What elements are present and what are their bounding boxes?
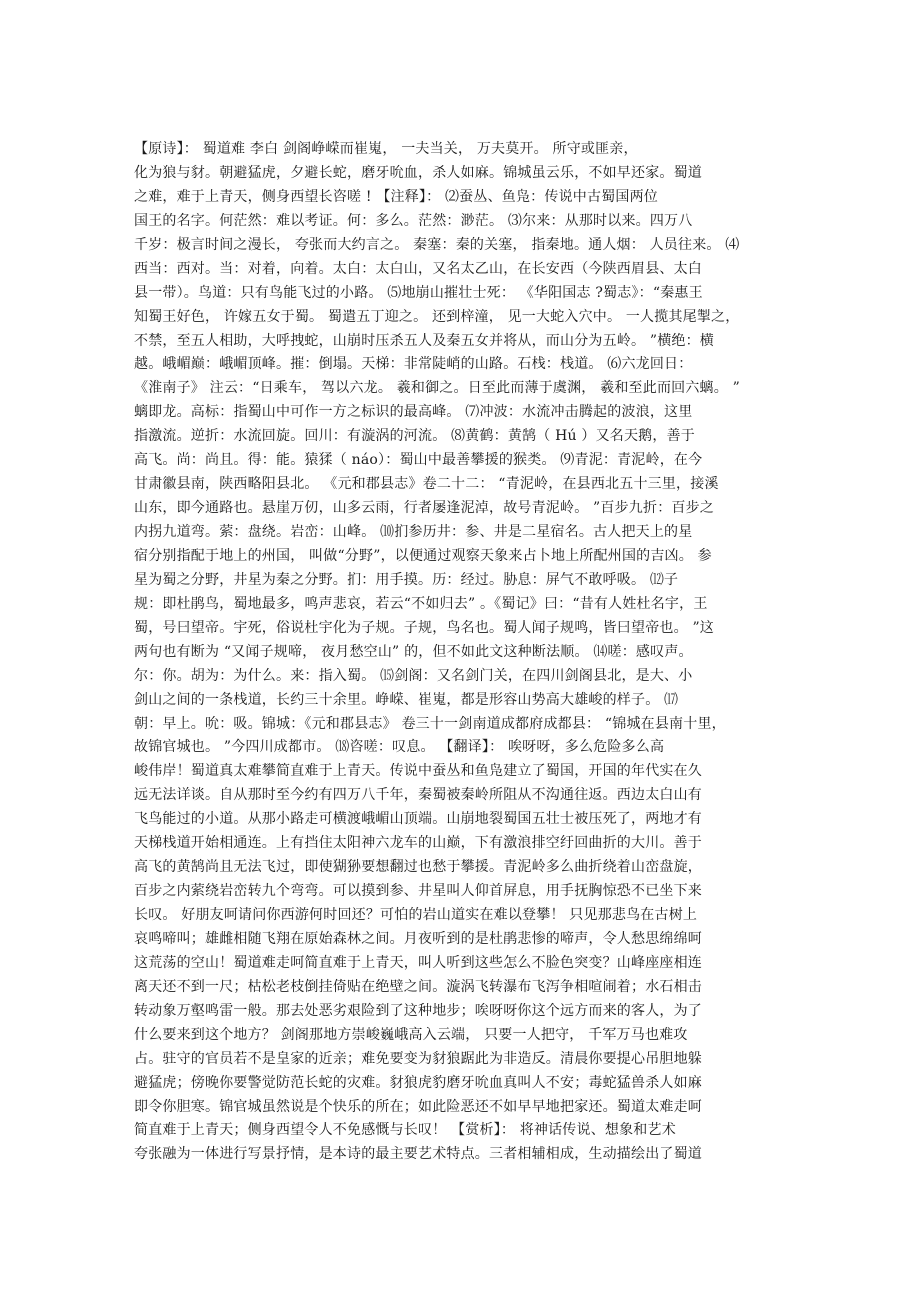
text-line: 之难，难于上青天，侧身西望长咨嗟 ! 【注释】： ⑵蚕丛、鱼凫：传说中古蜀国两位 [134,188,658,205]
text-line: 高飞的黄鹄尚且无法飞过，即使猢狲要想翻过也愁于攀援。青泥岭多么曲折绕着山峦盘旋， [134,859,702,876]
text-line: 内拐九道弯。萦：盘绕。岩峦：山峰。 ⑽扪参历井：参、井是二星宿名。古人把天上的星 [134,524,693,540]
text-line: 山东，即今通路也。悬崖万仞，山多云雨，行者屡逢泥淖，故号青泥岭。 ”百步九折：百步之 [134,500,715,517]
text-line: 转动象万壑鸣雷一般。那去处恶劣艰险到了这种地步；唉呀呀你这个远方而来的客人，为了 [134,1002,702,1019]
text-line: 【原诗】： 蜀道难 李白 剑阁峥嵘而崔嵬， 一夫当关， 万夫莫开。 所守或匪亲， [134,141,638,157]
text-line: 故锦官城也。 ”今四川成都市。 ⒅咨嗟：叹息。 【翻译】： 唉呀呀，多么危险多么高 [134,739,665,756]
text-line: 剑山之间的一条栈道，长约三十余里。峥嵘、崔嵬，都是形容山势高大雄峻的样子。 ⒄ [134,691,679,708]
text-line: 什么要来到这个地方？ 剑阁那地方崇峻巍峨高入云端， 只要一人把守， 千军万马也难攻 [134,1026,688,1043]
text-line: 两句也有断为 “又闻子规啼， 夜月愁空山” 的，但不如此文这种断法顺。 ⒁嗟：感叹声。 [134,643,693,660]
text-line: 蜀，号曰望帝。宇死，俗说杜宇化为子规。子规，鸟名也。蜀人闻子规鸣，皆曰望帝也。 ”这 [134,619,715,636]
text-line: 越。峨嵋巅：峨嵋顶峰。摧：倒塌。天梯：非常陡峭的山路。石栈：栈道。 ⑹六龙回日： [134,356,693,373]
text-line: 不禁，至五人相助，大呼拽蛇，山崩时压杀五人及秦五女并将从，而山分为五岭。 ”横绝：横 [134,332,715,349]
text-line: 知蜀王好色， 许嫁五女于蜀。 蜀遣五丁迎之。 还到梓潼， 见一大蛇入穴中。 一人揽其尾掣之， [134,308,740,325]
text-line: 峻伟岸！蜀道真太难攀简直难于上青天。传说中蚕丛和鱼凫建立了蜀国，开国的年代实在久 [134,763,702,780]
text-line: 离天还不到一尺；枯松老枝倒挂倚贴在绝壁之间。漩涡飞转瀑布飞泻争相喧闹着；水石相击 [134,978,702,995]
text-line: 这荒荡的空山！蜀道难走呵简直难于上青天，叫人听到这些怎么不脸色突变？山峰座座相连 [134,954,702,971]
text-line: 天梯栈道开始相通连。上有挡住太阳神六龙车的山巅，下有激浪排空纡回曲折的大川。善于 [134,835,702,852]
text-line: 尔：你。胡为：为什么。来：指入蜀。 ⒂剑阁：又名剑门关，在四川剑阁县北，是大、小 [134,667,693,684]
text-line: 西当：西对。当：对着，向着。太白：太白山，又名太乙山，在长安西（今陕西眉县、太白 [134,260,702,277]
text-line: 避猛虎；傍晚你要警觉防范长蛇的灾难。豺狼虎豹磨牙吮血真叫人不安；毒蛇猛兽杀人如麻 [134,1074,702,1091]
text-line: 百步之内萦绕岩峦转九个弯弯。可以摸到参、井星叫人仰首屏息，用手抚胸惊恐不已坐下来 [134,883,702,900]
text-line: 哀鸣啼叫；雄雌相随飞翔在原始森林之间。月夜听到的是杜鹃悲惨的啼声，令人愁思绵绵呵 [134,930,702,947]
text-line: 化为狼与豺。朝避猛虎，夕避长蛇，磨牙吮血，杀人如麻。锦城虽云乐，不如早还家。蜀道 [134,164,702,181]
text-line: 即令你胆寒。锦官城虽然说是个快乐的所在；如此险恶还不如早早地把家还。蜀道太难走呵 [134,1098,702,1115]
text-line: 宿分别指配于地上的州国， 叫做“分野”，以便通过观察天象来占卜地上所配州国的吉凶。 参 [134,547,712,564]
text-line: 千岁：极言时间之漫长， 夸张而大约言之。 秦塞：秦的关塞， 指秦地。通人烟： 人员往来。 ⑷ [134,236,740,253]
text-line: 《淮南子》 注云：“日乘车， 驾以六龙。 羲和御之。日至此而薄于虞渊， 羲和至此而回六螭。 ” [134,380,740,397]
text-line: 甘肃徽县南，陕西略阳县北。 《元和郡县志》卷二十二： “青泥岭，在县西北五十三里，接溪 [134,476,719,493]
text-line: 占。驻守的官员若不是皇家的近亲；难免要变为豺狼踞此为非造反。清晨你要提心吊胆地躲 [134,1050,702,1067]
text-line: 国王的名字。何茫然：难以考证。何：多么。茫然：渺茫。 ⑶尔来：从那时以来。四万八 [134,212,693,229]
text-line: 螭即龙。高标：指蜀山中可作一方之标识的最高峰。 ⑺冲波：水流冲击腾起的波浪，这里 [134,404,693,421]
text-line: 指激流。逆折：水流回旋。回川：有漩涡的河流。 ⑻黄鹤：黄鹄（ Hú ）又名天鹅，善于 [134,428,695,445]
text-line: 朝：早上。吮：吸。锦城：《元和郡县志》 卷三十一剑南道成都府成都县： “锦城在县南十里， [134,715,726,732]
document-body [134,138,794,1167]
text-line: 规：即杜鹃鸟，蜀地最多，鸣声悲哀，若云“不如归去” 。《蜀记》曰：“昔有人姓杜名宇，王 [134,595,708,612]
text-line: 高飞。尚：尚且。得：能。猿猱（ náo）：蜀山中最善攀援的猴类。 ⑼青泥：青泥岭，在今 [134,452,703,469]
text-line: 长叹。 好朋友呵请问你西游何时回还？可怕的岩山道实在难以登攀！ 只见那悲鸟在古树上 [134,907,698,923]
text-line: 夸张融为一体进行写景抒情，是本诗的最主要艺术特点。三者相辅相成，生动描绘出了蜀道 [134,1146,702,1163]
text-line: 简直难于上青天；侧身西望令人不免感慨与长叹！ 【赏析】： 将神话传说、想象和艺术 [134,1122,676,1139]
text-line: 飞鸟能过的小道。从那小路走可横渡峨嵋山顶端。山崩地裂蜀国五壮士被压死了，两地才有 [134,811,702,828]
text-line: 星为蜀之分野，井星为秦之分野。扪：用手摸。历：经过。胁息：屏气不敢呼吸。 ⑿子 [134,571,679,588]
text-line: 县一带）。鸟道：只有鸟能飞过的小路。 ⑸地崩山摧壮士死： 《华阳国志 ?蜀志》：“秦惠王 [134,284,703,301]
text-line: 远无法详谈。自从那时至今约有四万八千年，秦蜀被秦岭所阻从不沟通往返。西边太白山有 [134,787,702,804]
